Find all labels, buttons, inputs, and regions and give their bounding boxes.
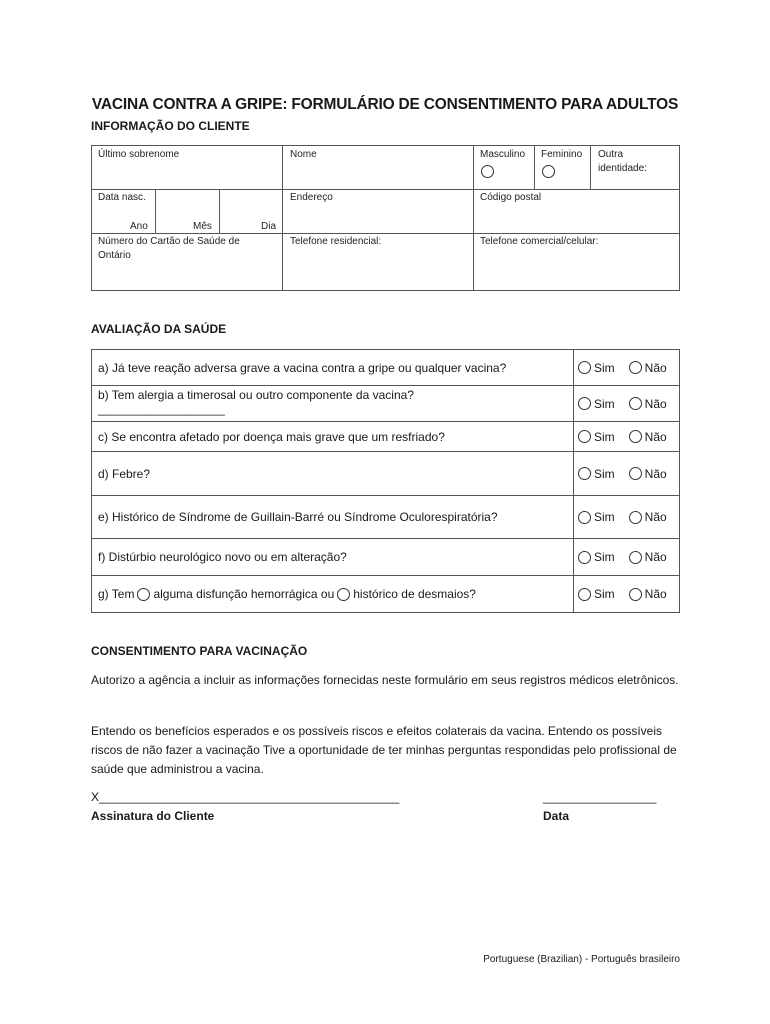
radio-icon[interactable] [629,430,642,443]
question-e: e) Histórico de Síndrome de Guillain-Barré ou Síndrome Oculorespiratória? [92,496,574,538]
male-label: Masculino [480,149,526,160]
radio-icon[interactable] [578,467,591,480]
question-b-yes[interactable]: Sim [578,397,615,411]
question-row-e [91,496,680,539]
address-label: Endereço [290,192,333,203]
radio-icon[interactable] [629,467,642,480]
home-phone-label: Telefone residencial: [290,236,382,247]
consent-heading: CONSENTIMENTO PARA VACINAÇÃO [91,644,308,658]
health-assessment-heading: AVALIAÇÃO DA SAÚDE [91,322,227,336]
question-b-answer-line[interactable]: ___________________ [98,402,225,416]
question-g-no[interactable]: Não [629,587,667,601]
question-c-yes[interactable]: Sim [578,430,615,444]
question-g-yes[interactable]: Sim [578,587,615,601]
question-row-f [91,539,680,576]
question-row-d [91,452,680,496]
birth-date-label: Data nasc. [98,192,146,203]
radio-icon[interactable] [629,511,642,524]
radio-icon[interactable] [578,551,591,564]
question-f-yes[interactable]: Sim [578,550,615,564]
female-radio[interactable] [542,165,555,178]
question-d-no[interactable]: Não [629,467,667,481]
question-a-no[interactable]: Não [629,361,667,375]
question-b-no[interactable]: Não [629,397,667,411]
question-f-no[interactable]: Não [629,550,667,564]
year-label: Ano [130,221,148,232]
question-d: d) Febre? [92,452,574,495]
consent-paragraph-1: Autorizo a agência a incluir as informações fornecidas neste formulário em seus registros médicos eletrônicos. [91,673,679,687]
date-label: Data [543,809,570,823]
postal-code-label: Código postal [480,192,542,203]
radio-icon[interactable] [629,397,642,410]
question-a-yes[interactable]: Sim [578,361,615,375]
question-d-yes[interactable]: Sim [578,467,615,481]
work-phone-label: Telefone comercial/celular: [480,236,599,247]
question-row-b [91,386,680,422]
question-a: a) Já teve reação adversa grave a vacina contra a gripe ou qualquer vacina? [92,350,574,385]
question-c-no[interactable]: Não [629,430,667,444]
question-e-yes[interactable]: Sim [578,510,615,524]
first-name-label: Nome [290,149,317,160]
radio-icon[interactable] [629,588,642,601]
form-title: VACINA CONTRA A GRIPE: FORMULÁRIO DE CONSENTIMENTO PARA ADULTOS [91,96,679,113]
question-row-c [91,422,680,452]
signature-line[interactable]: X_____________________________________________ [91,790,400,804]
male-radio[interactable] [481,165,494,178]
radio-icon[interactable] [578,511,591,524]
question-row-a [91,349,680,386]
other-identity-label: Outra identidade: [598,149,647,174]
question-c: c) Se encontra afetado por doença mais grave que um resfriado? [92,422,574,451]
client-info-heading: INFORMAÇÃO DO CLIENTE [91,119,250,133]
radio-icon[interactable] [629,361,642,374]
question-g-fainting-radio[interactable] [337,588,350,601]
date-line[interactable]: _________________ [543,790,657,804]
month-label: Mês [193,221,212,232]
day-label: Dia [261,221,277,232]
health-card-label: Número do Cartão de Saúde de Ontário [98,236,240,261]
question-e-no[interactable]: Não [629,510,667,524]
question-f: f) Distúrbio neurológico novo ou em alteração? [92,539,574,575]
question-b: b) Tem alergia a timerosal ou outro componente da vacina? ___________________ [92,386,574,421]
question-g-bleeding-radio[interactable] [137,588,150,601]
language-footer: Portuguese (Brazilian) - Português brasileiro [483,954,680,965]
radio-icon[interactable] [578,588,591,601]
signature-label: Assinatura do Cliente [91,809,215,823]
radio-icon[interactable] [578,361,591,374]
question-row-g [91,576,680,613]
radio-icon[interactable] [578,430,591,443]
radio-icon[interactable] [578,397,591,410]
question-g: g) Tem alguma disfunção hemorrágica ou histórico de desmaios? [92,576,574,612]
last-name-label: Último sobrenome [98,149,180,160]
radio-icon[interactable] [629,551,642,564]
female-label: Feminino [541,149,583,160]
consent-paragraph-2: Entendo os benefícios esperados e os possíveis riscos e efeitos colaterais da vacina. Entendo os possíveis riscos de não fazer a vacinação Tive a oportunidade de ter minhas perguntas respondidas pelo profissional de saúde que administrou a vacina. [91,724,677,776]
